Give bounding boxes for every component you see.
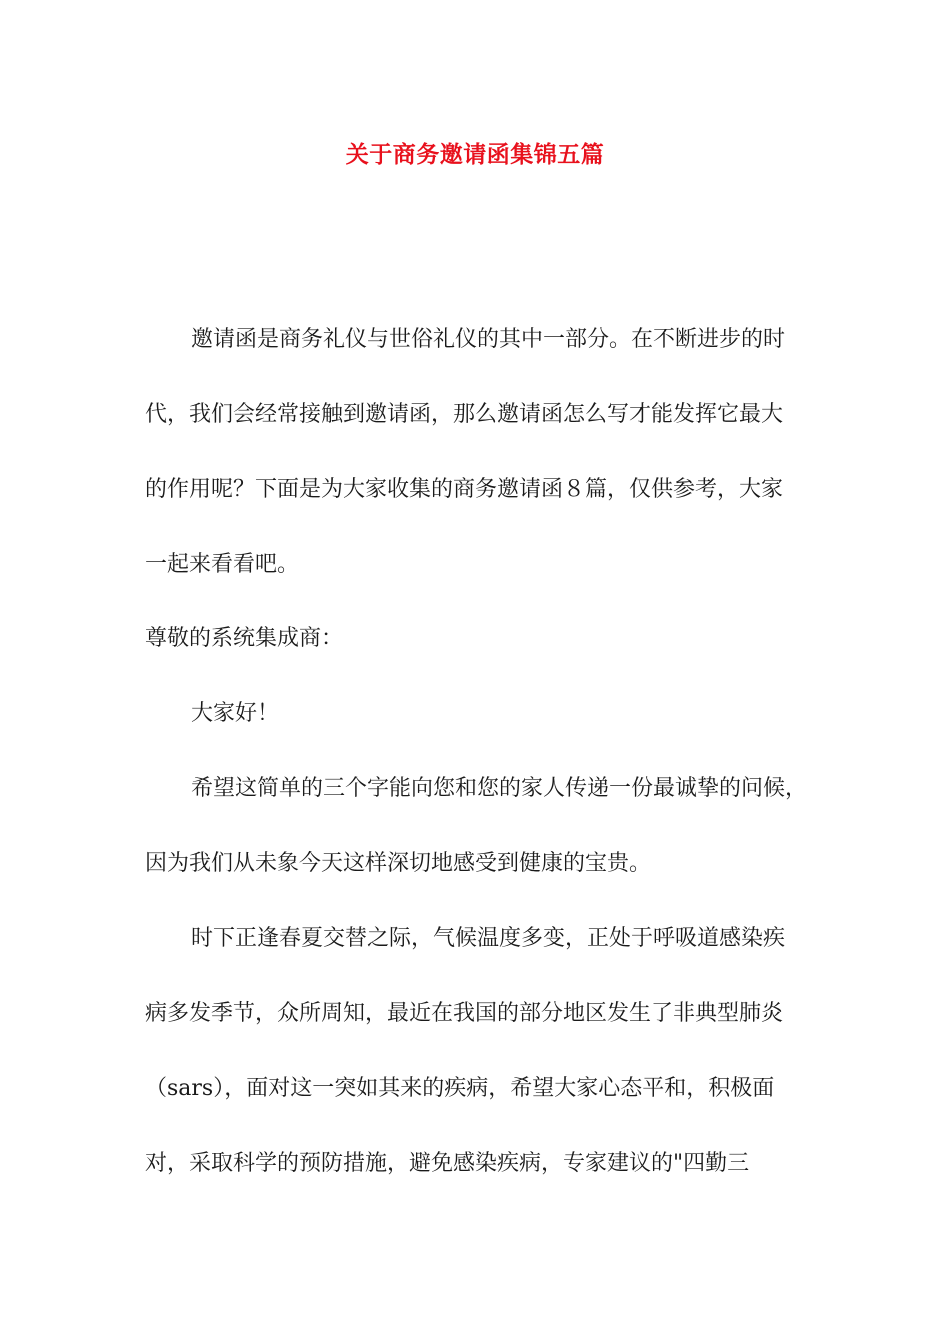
document-title: 关于商务邀请函集锦五篇: [345, 142, 605, 168]
paragraph-line: 一起来看看吧。: [145, 552, 300, 577]
paragraph-line: 邀请函是商务礼仪与世俗礼仪的其中一部分。在不断进步的时: [191, 327, 786, 352]
paragraph-line: （sars），面对这一突如其来的疾病，希望大家心态平和，积极面: [145, 1076, 775, 1101]
salutation: 尊敬的系统集成商：: [145, 626, 344, 651]
paragraph-line: 因为我们从未象今天这样深切地感受到健康的宝贵。: [145, 851, 652, 876]
paragraph-line: 对，采取科学的预防措施，避免感染疾病，专家建议的"四勤三: [145, 1151, 750, 1176]
paragraph-line: 病多发季节，众所周知，最近在我国的部分地区发生了非典型肺炎: [145, 1001, 784, 1026]
paragraph-line: 代，我们会经常接触到邀请函，那么邀请函怎么写才能发挥它最大: [145, 402, 784, 427]
paragraph-line: 时下正逢春夏交替之际，气候温度多变，正处于呼吸道感染疾: [191, 926, 786, 951]
greeting: 大家好！: [191, 701, 280, 726]
paragraph-line: 的作用呢？下面是为大家收集的商务邀请函８篇，仅供参考，大家: [145, 477, 784, 502]
paragraph-line: 希望这简单的三个字能向您和您的家人传递一份最诚挚的问候，: [191, 776, 808, 801]
